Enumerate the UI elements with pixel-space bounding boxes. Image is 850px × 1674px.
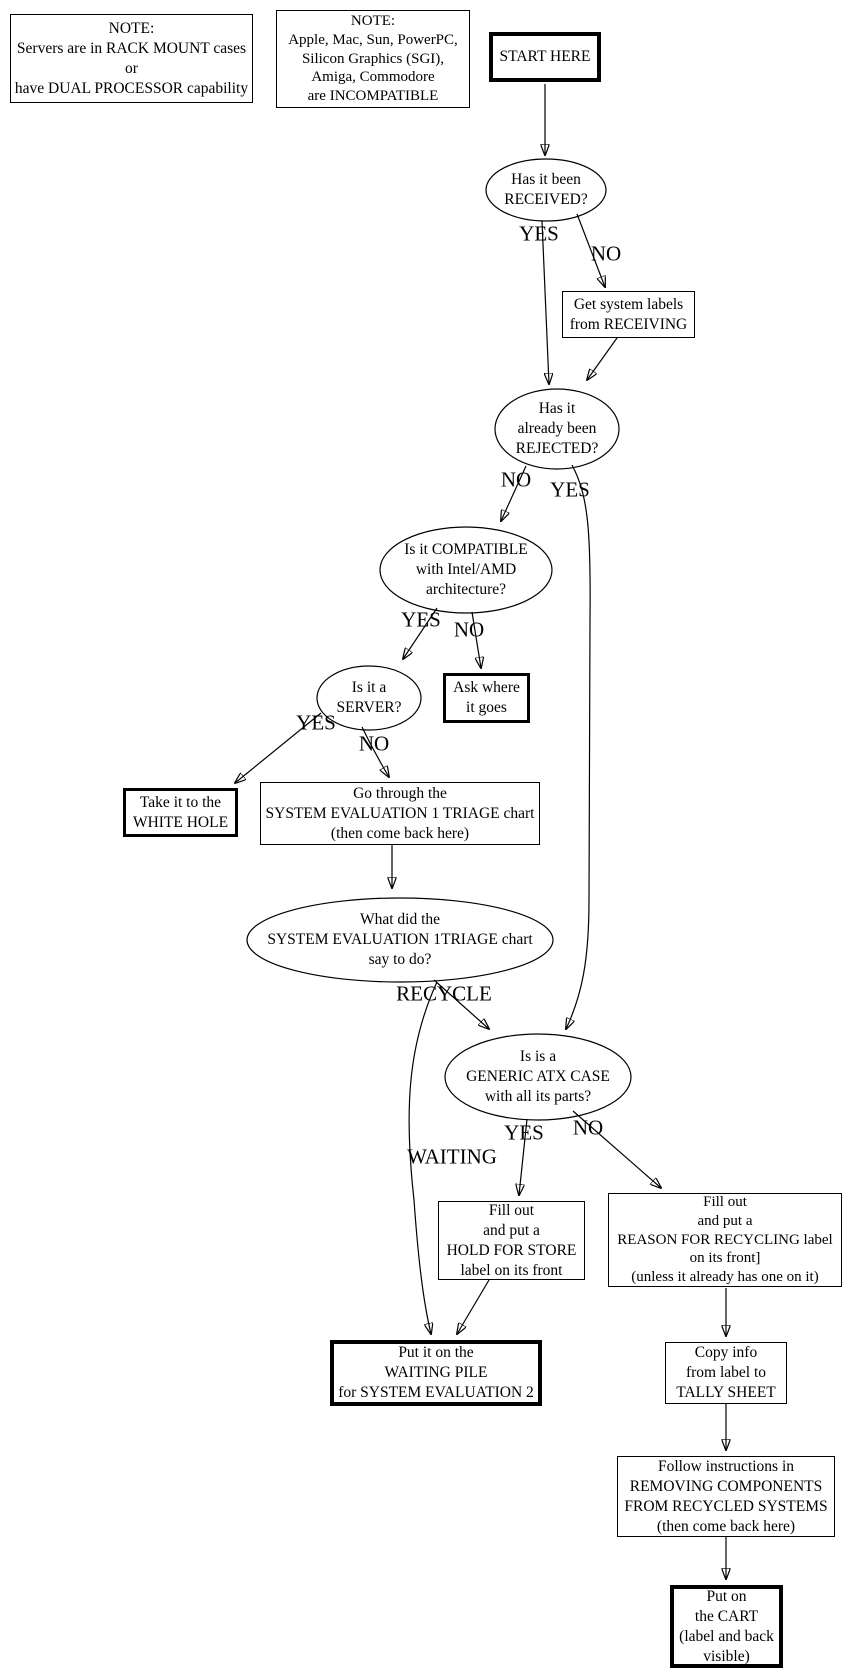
edge-rejected-yes-to-atx [566,465,590,1029]
edge-label-received-no: NO [590,241,622,266]
node-waiting-pile [330,1340,542,1406]
edge-get-labels-to-rejected [587,338,617,380]
edge-label-rejected-yes: YES [550,477,590,502]
node-removing-components-text: Follow instructions in REMOVING COMPONENTS FROM RECYCLED SYSTEMS (then come back here) [624,1457,828,1535]
node-white-hole [123,788,238,837]
node-go-through-triage [260,782,540,845]
node-tally-sheet [665,1342,787,1404]
edge-label-atx-yes: YES [504,1120,544,1145]
node-put-on-cart-text: Put on the CART (label and back visible) [679,1587,774,1665]
edge-hold-store-to-waiting-pile [457,1280,489,1334]
edge-label-waiting: WAITING [407,1144,497,1169]
edge-label-compatible-yes: YES [401,607,441,632]
note-rack-mount [10,14,253,103]
node-go-through-triage-text: Go through the SYSTEM EVALUATION 1 TRIAGE chart (then come back here) [265,784,535,842]
node-reason-for-recycling [608,1193,842,1287]
node-ask-where-it-goes [443,673,530,723]
decision-server-text: Is it a SERVER? [336,679,402,716]
edge-label-server-no: NO [358,731,390,756]
node-ask-where-it-goes-text: Ask where it goes [453,679,520,716]
decision-atx-case-text: Is is a GENERIC ATX CASE with all its parts? [466,1048,610,1105]
node-white-hole-text: Take it to the WHITE HOLE [132,793,229,831]
node-removing-components [617,1456,835,1537]
note-incompatible [276,10,470,108]
node-tally-sheet-text: Copy info from label to TALLY SHEET [676,1344,776,1401]
node-start-here [489,32,601,82]
node-hold-for-store-text: Fill out and put a HOLD FOR STORE label on its front [446,1201,577,1279]
edge-label-received-yes: YES [519,221,559,246]
node-put-on-cart [670,1585,783,1668]
decision-compatible-text: Is it COMPATIBLE with Intel/AMD architecture? [404,541,528,598]
note-incompatible-text: NOTE: Apple, Mac, Sun, PowerPC, Silicon Graphics (SGI), Amiga, Commodore are INCOMPATIBLE [288,13,458,105]
decision-rejected-text: Has it already been REJECTED? [515,400,599,457]
node-start-here-label: START HERE [499,48,591,65]
node-reason-for-recycling-text: Fill out and put a REASON FOR RECYCLING label on its front] (unless it already has one on it) [617,1194,833,1286]
decision-what-did-text: What did the SYSTEM EVALUATION 1TRIAGE chart say to do? [267,911,533,968]
node-get-system-labels [562,291,695,338]
edge-label-server-yes: YES [296,710,336,735]
note-rack-mount-text: NOTE: Servers are in RACK MOUNT cases or have DUAL PROCESSOR capability [14,19,249,97]
edge-label-atx-no: NO [572,1115,604,1140]
edge-label-compatible-no: NO [453,617,485,642]
node-get-system-labels-text: Get system labels from RECEIVING [569,295,688,333]
decision-received-text: Has it been RECEIVED? [504,171,588,208]
node-waiting-pile-text: Put it on the WAITING PILE for SYSTEM EVALUATION 2 [338,1344,534,1401]
node-hold-for-store [438,1201,585,1280]
edge-label-rejected-no: NO [500,467,532,492]
edge-label-recycle: RECYCLE [396,981,492,1006]
